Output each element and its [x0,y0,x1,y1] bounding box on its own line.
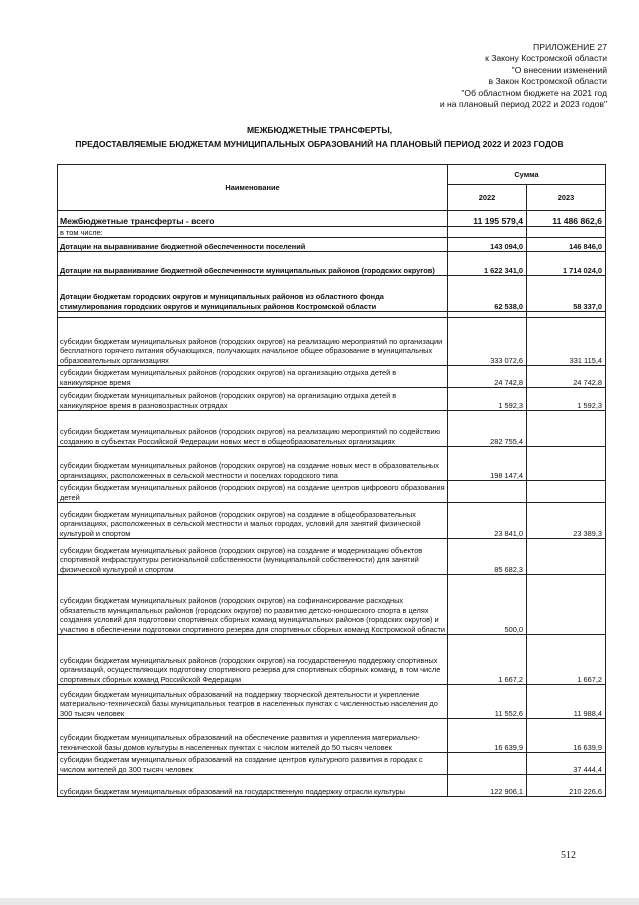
value-2022: 62 538,0 [448,276,527,312]
value-2022: 11 195 579,4 [448,211,527,227]
value-2022: 1 592,3 [448,388,527,411]
value-2023: 210 226,6 [527,775,606,797]
value-2022 [448,227,527,238]
row-name: субсидии бюджетам муниципальных районов (городских округов) на создание центров цифрового образования детей [58,481,448,503]
row-name: Дотации бюджетам городских округов и муниципальных районов из областного фонда стимулирования городских округов и муниципальных районов Костромской области [58,276,448,312]
row-name: субсидии бюджетам муниципальных районов (городских округов) на государственную поддержку спортивных организаций, осуществляющих подготовку спортивного резерва для спортивных сборных команд, в том числе спортивных сборных команд Российской Федерации [58,635,448,685]
row-name: субсидии бюджетам муниципальных районов (городских округов) на реализацию мероприятий по содействию созданию в субъектах Российской Федерации новых мест в общеобразовательных организациях [58,411,448,447]
table-row [58,227,606,238]
appendix-line: к Закону Костромской области [485,53,607,64]
table-row [58,719,606,753]
appendix-line: в Закон Костромской области [488,76,607,87]
value-2023: 1 592,3 [527,388,606,411]
title-line-1: МЕЖБЮДЖЕТНЫЕ ТРАНСФЕРТЫ, [246,125,393,135]
table-row [58,211,606,227]
appendix-line: "Об областном бюджете на 2021 год [461,87,607,98]
row-name: субсидии бюджетам муниципальных районов (городских округов) на создание новых мест в образовательных организациях, расположенных в сельской местности и поселках городского типа [58,447,448,481]
value-2022: 282 755,4 [448,411,527,447]
row-name: субсидии бюджетам муниципальных районов (городских округов) на создание и модернизацию объектов спортивной инфраструктуры региональной собственности (муниципальной собственности) для занятий физической культурой и спортом [58,539,448,575]
title-line-2: ПРЕДОСТАВЛЯЕМЫЕ БЮДЖЕТАМ МУНИЦИПАЛЬНЫХ ОБРАЗОВАНИЙ НА ПЛАНОВЫЙ ПЕРИОД 2022 И 2023 ГОДОВ [75,139,564,149]
table-row [58,276,606,312]
row-name: субсидии бюджетам муниципальных районов (городских округов) на организацию отдыха детей в каникулярное время [58,366,448,388]
value-2022: 1 622 341,0 [448,252,527,276]
table-row [58,388,606,411]
row-name: субсидии бюджетам муниципальных районов (городских округов) на организацию отдыха детей в каникулярное время в разновозрастных отрядах [58,388,448,411]
value-2023: 23 389,3 [527,503,606,539]
value-2023: 11 988,4 [527,685,606,719]
value-2023 [527,575,606,635]
value-2022: 1 667,2 [448,635,527,685]
table-row [58,575,606,635]
transfers-table [57,164,606,797]
row-name: Дотации на выравнивание бюджетной обеспеченности поселений [58,238,448,252]
value-2023: 331 115,4 [527,318,606,366]
value-2022: 85 682,3 [448,539,527,575]
value-2023 [527,481,606,503]
row-name: субсидии бюджетам муниципальных районов (городских округов) на реализацию мероприятий по организации бесплатного горячего питания обучающихся, получающих начальное общее образование в муниципальных образовательных организациях [58,318,448,366]
table-row [58,411,606,447]
value-2022: 143 094,0 [448,238,527,252]
header-name: Наименование [58,165,448,211]
table-row [58,238,606,252]
value-2022: 24 742,8 [448,366,527,388]
value-2023 [527,411,606,447]
table-row [58,539,606,575]
value-2023 [527,539,606,575]
value-2023: 146 846,0 [527,238,606,252]
page-number: 512 [561,850,576,861]
value-2023: 1 667,2 [527,635,606,685]
row-name: субсидии бюджетам муниципальных образований на поддержку творческой деятельности и укрепление материально-технической базы муниципальных театров в населенных пунктах с численностью населения до 300 тысяч человек [58,685,448,719]
row-name: субсидии бюджетам муниципальных образований на обеспечение развития и укрепления материально-технической базы домов культуры в населенных пунктах с числом жителей до 50 тысяч человек [58,719,448,753]
table-row [58,447,606,481]
scan-edge [0,898,639,905]
appendix-line: ПРИЛОЖЕНИЕ 27 [533,42,607,52]
value-2023: 1 714 024,0 [527,252,606,276]
value-2023: 24 742,8 [527,366,606,388]
value-2022: 333 072,6 [448,318,527,366]
value-2022 [448,753,527,775]
value-2023: 16 639,9 [527,719,606,753]
row-name: субсидии бюджетам муниципальных районов (городских округов) на софинансирование расходных обязательств муниципальных районов (городских округов) по развитию детско-юношеского спорта в целях создания условий для подготовки спортивных сборных команд муниципальных районов (городских округов) и участию в обеспечении подготовки спортивного резерва для спортивных сборных команд Костромской области [58,575,448,635]
row-name: Дотации на выравнивание бюджетной обеспеченности муниципальных районов (городских округов) [58,252,448,276]
value-2023 [527,227,606,238]
row-name: субсидии бюджетам муниципальных образований на государственную поддержку отрасли культуры [58,775,448,797]
row-name: в том числе: [58,227,448,238]
header-year-2023: 2023 [527,185,606,211]
table-row [58,481,606,503]
row-name: субсидии бюджетам муниципальных образований на создание центров культурного развития в городах с числом жителей до 300 тысяч человек [58,753,448,775]
value-2022: 198 147,4 [448,447,527,481]
value-2022: 23 841,0 [448,503,527,539]
appendix-line: "О внесении изменений [511,64,607,75]
table-row [58,366,606,388]
value-2022 [448,481,527,503]
table-row [58,685,606,719]
value-2023: 58 337,0 [527,276,606,312]
header-year-2022: 2022 [448,185,527,211]
value-2022: 16 639,9 [448,719,527,753]
document-title [0,123,639,151]
row-name: Межбюджетные трансферты - всего [58,211,448,227]
table-row [58,635,606,685]
table-row [58,318,606,366]
row-name: субсидии бюджетам муниципальных районов (городских округов) на создание в общеобразовательных организациях, расположенных в сельской местности и малых городах, условий для занятий физической культурой и спортом [58,503,448,539]
table-row [58,753,606,775]
table-row [58,252,606,276]
value-2023: 37 444,4 [527,753,606,775]
value-2022: 11 552,6 [448,685,527,719]
value-2023 [527,447,606,481]
value-2022: 500,0 [448,575,527,635]
header-sum: Сумма [448,165,606,185]
value-2023: 11 486 862,6 [527,211,606,227]
table-row [58,503,606,539]
appendix-block [307,42,607,110]
table-row [58,775,606,797]
value-2022: 122 906,1 [448,775,527,797]
appendix-line: и на плановый период 2022 и 2023 годов" [439,99,607,110]
